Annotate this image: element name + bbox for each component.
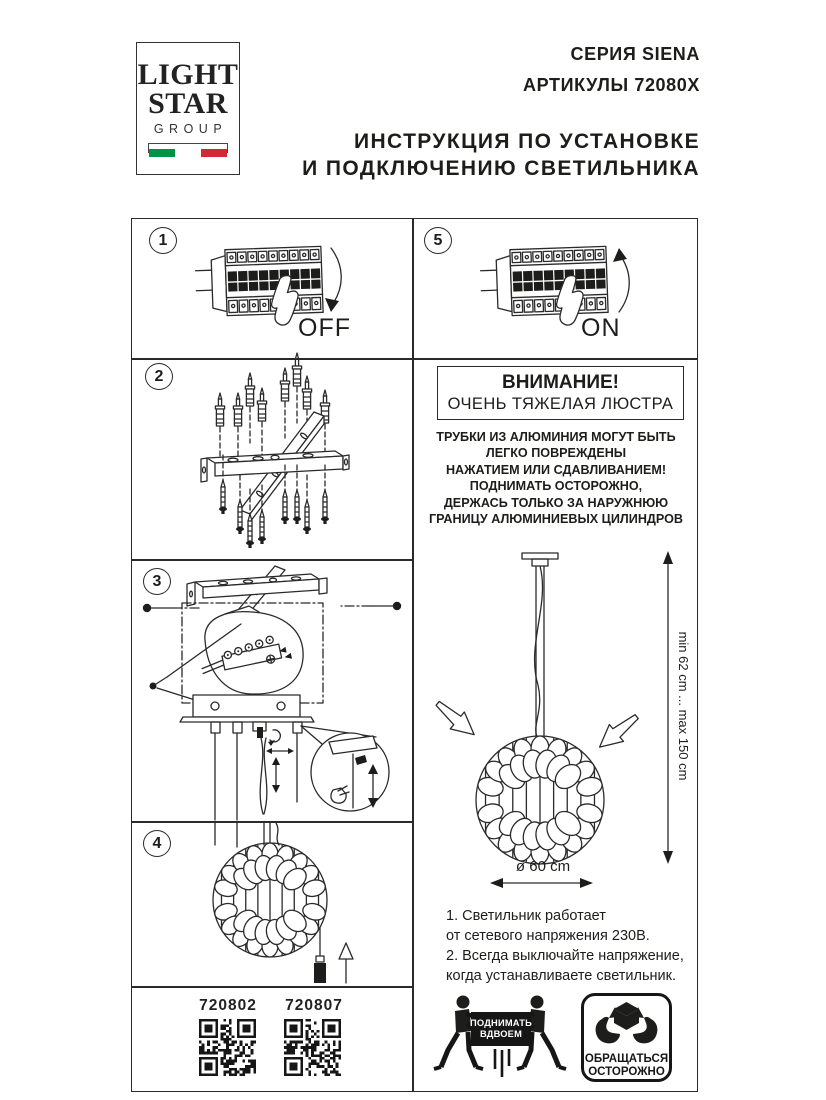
off-label: OFF <box>298 314 351 342</box>
note-line: от сетевого напряжения 230В. <box>446 928 650 944</box>
on-label: ON <box>581 314 621 342</box>
warning-title: ВНИМАНИЕ! <box>501 372 620 393</box>
breaker-off-illustration <box>196 224 381 336</box>
lift-label-box <box>471 1012 531 1046</box>
logo-word-light: LIGHT <box>137 58 239 91</box>
note-line: 1. Светильник работает <box>446 908 606 924</box>
warning-line: ПОДНИМАТЬ ОСТОРОЖНО, <box>469 479 643 494</box>
series-title: СЕРИЯ SIENA <box>570 44 700 64</box>
lift-label-line2: ВДВОЕМ <box>479 1029 523 1039</box>
warning-line: ГРАНИЦУ АЛЮМИНИЕВЫХ ЦИЛИНДРОВ <box>428 512 684 527</box>
step-5-badge: 5 <box>424 227 452 254</box>
hand-left <box>596 1007 620 1043</box>
step-2-badge: 2 <box>145 363 173 390</box>
step-1-badge: 1 <box>149 227 177 254</box>
lightstar-logo <box>136 42 240 175</box>
hands-holding-cube-icon <box>585 998 668 1050</box>
row-divider-right <box>412 358 698 360</box>
warning-line: ЛЕГКО ПОВРЕЖДЕНЫ <box>485 446 627 461</box>
handle-care-line1: ОБРАЩАТЬСЯ <box>584 1053 669 1065</box>
warning-text <box>422 429 690 527</box>
chandelier-step4-illustration <box>133 823 411 986</box>
arrow-down-icon <box>331 248 341 302</box>
warning-line: ТРУБКИ ИЗ АЛЮМИНИЯ МОГУТ БЫТЬ <box>436 430 676 444</box>
italian-flag-icon <box>148 143 228 153</box>
breaker-on-illustration <box>481 224 666 336</box>
lift-label-line1: ПОДНИМАТЬ <box>470 1018 532 1028</box>
note-line: когда устанавливаете светильник. <box>446 968 677 984</box>
qr-code-720802 <box>199 1019 256 1076</box>
diameter-label: ø 60 cm <box>515 858 571 875</box>
logo-word-group: GROUP <box>153 122 228 136</box>
article-number-right: 720807 <box>285 997 343 1014</box>
row-divider-1 <box>131 358 414 360</box>
handle-with-care-badge <box>581 993 672 1082</box>
italian-flag-stripes <box>149 149 227 157</box>
step-3-badge: 3 <box>143 568 171 595</box>
note-line: 2. Всегда выключайте напряжение, <box>446 948 684 964</box>
warning-subtitle: ОЧЕНЬ ТЯЖЕЛАЯ ЛЮСТРА <box>447 395 674 413</box>
table-vertical-divider <box>412 218 414 1092</box>
warning-line: ДЕРЖАСЬ ТОЛЬКО ЗА НАРУЖНЮЮ <box>443 495 669 510</box>
step-4-badge: 4 <box>143 830 171 857</box>
handle-care-line2: ОСТОРОЖНО <box>588 1066 665 1078</box>
notes-block <box>446 906 684 986</box>
hand-right <box>633 1007 657 1043</box>
canopy-assembly-illustration <box>133 562 411 820</box>
doc-title-line2: И ПОДКЛЮЧЕНИЮ СВЕТИЛЬНИКА <box>302 157 700 180</box>
suspension-height-label: min 62 cm ... max 150 cm <box>676 631 691 781</box>
arrow-up-icon <box>619 258 629 312</box>
hold-here-arrow-left <box>430 695 481 743</box>
article-number-left: 720802 <box>199 997 257 1014</box>
row-divider-4 <box>131 986 414 988</box>
warning-line: НАЖАТИЕМ ИЛИ СДАВЛИВАНИЕМ! <box>445 462 667 477</box>
bracket-anchors-illustration <box>158 364 408 560</box>
chandelier-sphere <box>213 843 327 957</box>
hold-here-arrow-right <box>593 708 644 756</box>
articles-title: АРТИКУЛЫ 72080X <box>523 75 700 95</box>
warning-box <box>437 366 684 420</box>
doc-title-line1: ИНСТРУКЦИЯ ПО УСТАНОВКЕ <box>353 130 700 153</box>
suspension-diagram <box>420 545 710 890</box>
qr-code-720807 <box>284 1019 341 1076</box>
logo-word-star: STAR <box>148 87 228 120</box>
chandelier-sphere <box>476 736 604 864</box>
